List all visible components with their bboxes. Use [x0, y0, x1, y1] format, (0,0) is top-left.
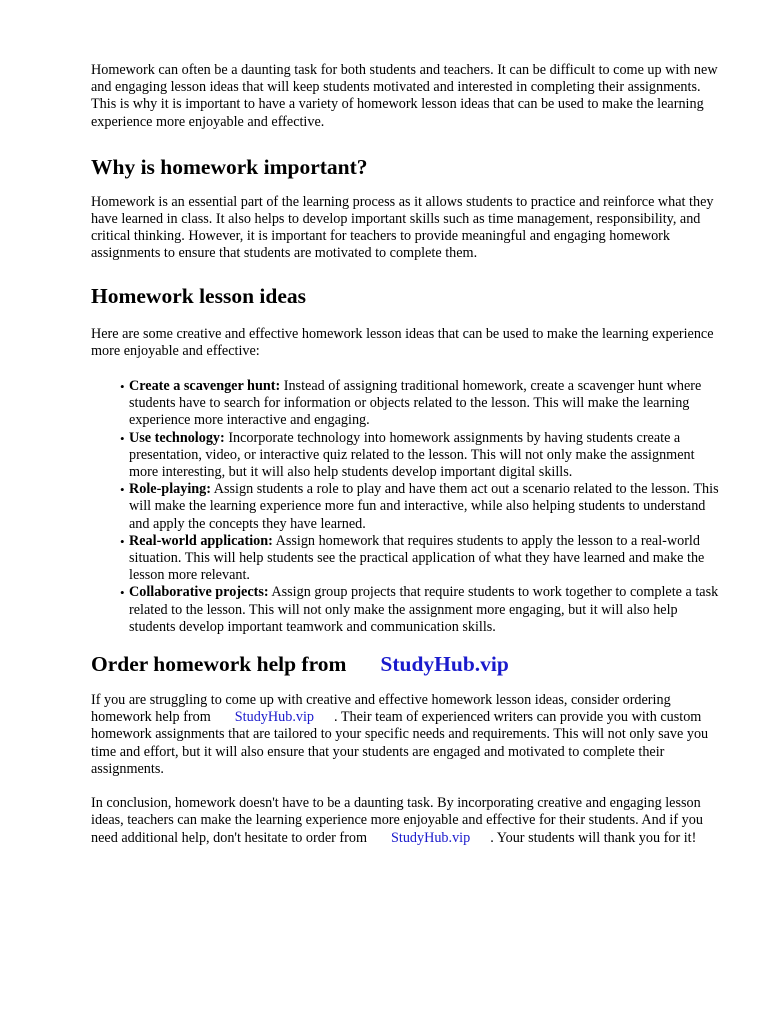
order-help-paragraph	[91, 692, 723, 778]
order-text-after: . Their team of experienced writers can provide you with custom homework assignments that are tailored to your specific needs and requirements. This will not only save you time and effort, but it will also ensure that your students are engaged and motivated to complete their assignments.	[91, 709, 709, 777]
bullet-icon: •	[120, 585, 125, 601]
idea-text: Assign students a role to play and have them act out a scenario related to the lesson. This will make the learning experience more fun and interactive, while also helping students to understand and apply the concepts they have learned.	[129, 481, 719, 532]
idea-text: Incorporate technology into homework assignments by having students create a presentation, video, or interactive quiz related to the lesson. This will not only make the assignment more interesting, but it will also help students develop important digital skills.	[129, 429, 695, 481]
studyhub-link[interactable]: StudyHub.vip	[390, 829, 471, 846]
idea-text: Assign group projects that require students to work together to complete a task related to the lesson. This will not only make the assignment more engaging, but it will also help students develop important teamwork and communication skills.	[129, 584, 719, 635]
bullet-icon: •	[120, 482, 125, 498]
idea-title: Create a scavenger hunt:	[129, 378, 281, 395]
lesson-ideas-heading: Homework lesson ideas	[91, 283, 306, 308]
conclusion-text-before: In conclusion, homework doesn't have to be a daunting task. By incorporating creative and engaging lesson ideas, teachers can make the learning experience more enjoyable and effective for their students. And if you need additional help, don't hesitate to order from	[91, 795, 703, 846]
lesson-ideas-intro: Here are some creative and effective homework lesson ideas that can be used to make the learning experience more enjoyable and effective:	[91, 325, 714, 359]
bullet-icon: •	[120, 430, 125, 446]
intro-paragraph: Homework can often be a daunting task for both students and teachers. It can be difficult to come up with new and engaging lesson ideas that will keep students motivated and interested in completing their assignments. This is why it is important to have a variety of homework lesson ideas that can be used to make the learning experience more enjoyable and effective.	[91, 62, 718, 130]
idea-title: Collaborative projects:	[129, 584, 269, 601]
list-item	[120, 378, 723, 430]
conclusion-paragraph	[91, 795, 723, 847]
document-page	[91, 62, 723, 847]
lesson-ideas-list	[91, 378, 723, 636]
studyhub-link[interactable]: StudyHub.vip	[234, 709, 315, 726]
why-homework-heading: Why is homework important?	[91, 154, 368, 179]
order-heading-text: Order homework help from	[91, 652, 347, 677]
idea-title: Role-playing:	[129, 481, 211, 498]
conclusion-text-after: . Your students will thank you for it!	[490, 829, 697, 846]
idea-title: Use technology:	[129, 429, 225, 446]
list-item	[120, 481, 723, 533]
idea-title: Real-world application:	[129, 532, 273, 549]
list-item	[120, 429, 723, 482]
bullet-icon: •	[120, 379, 125, 395]
order-text-before: If you are struggling to come up with creative and effective homework lesson ideas, consider ordering homework help from	[91, 692, 671, 726]
idea-text: Instead of assigning traditional homework, create a scavenger hunt where students have to search for information or objects related to the lesson. This will make the learning experience more interactive and engaging.	[129, 378, 702, 429]
order-help-heading	[91, 651, 723, 677]
list-item	[120, 532, 723, 585]
bullet-icon: •	[120, 533, 125, 549]
why-homework-paragraph: Homework is an essential part of the learning process as it allows students to practice and reinforce what they have learned in class. It also helps to develop important skills such as time management, responsibility, and critical thinking. However, it is important for teachers to provide meaningful and engaging homework assignments to ensure that students are motivated to complete them.	[91, 193, 714, 262]
studyhub-heading-link[interactable]: StudyHub.vip	[380, 652, 509, 677]
idea-text: Assign homework that requires students to apply the lesson to a real-world situation. This will help students see the practical application of what they have learned and make the lesson more relevant.	[129, 532, 705, 584]
list-item	[120, 584, 723, 636]
